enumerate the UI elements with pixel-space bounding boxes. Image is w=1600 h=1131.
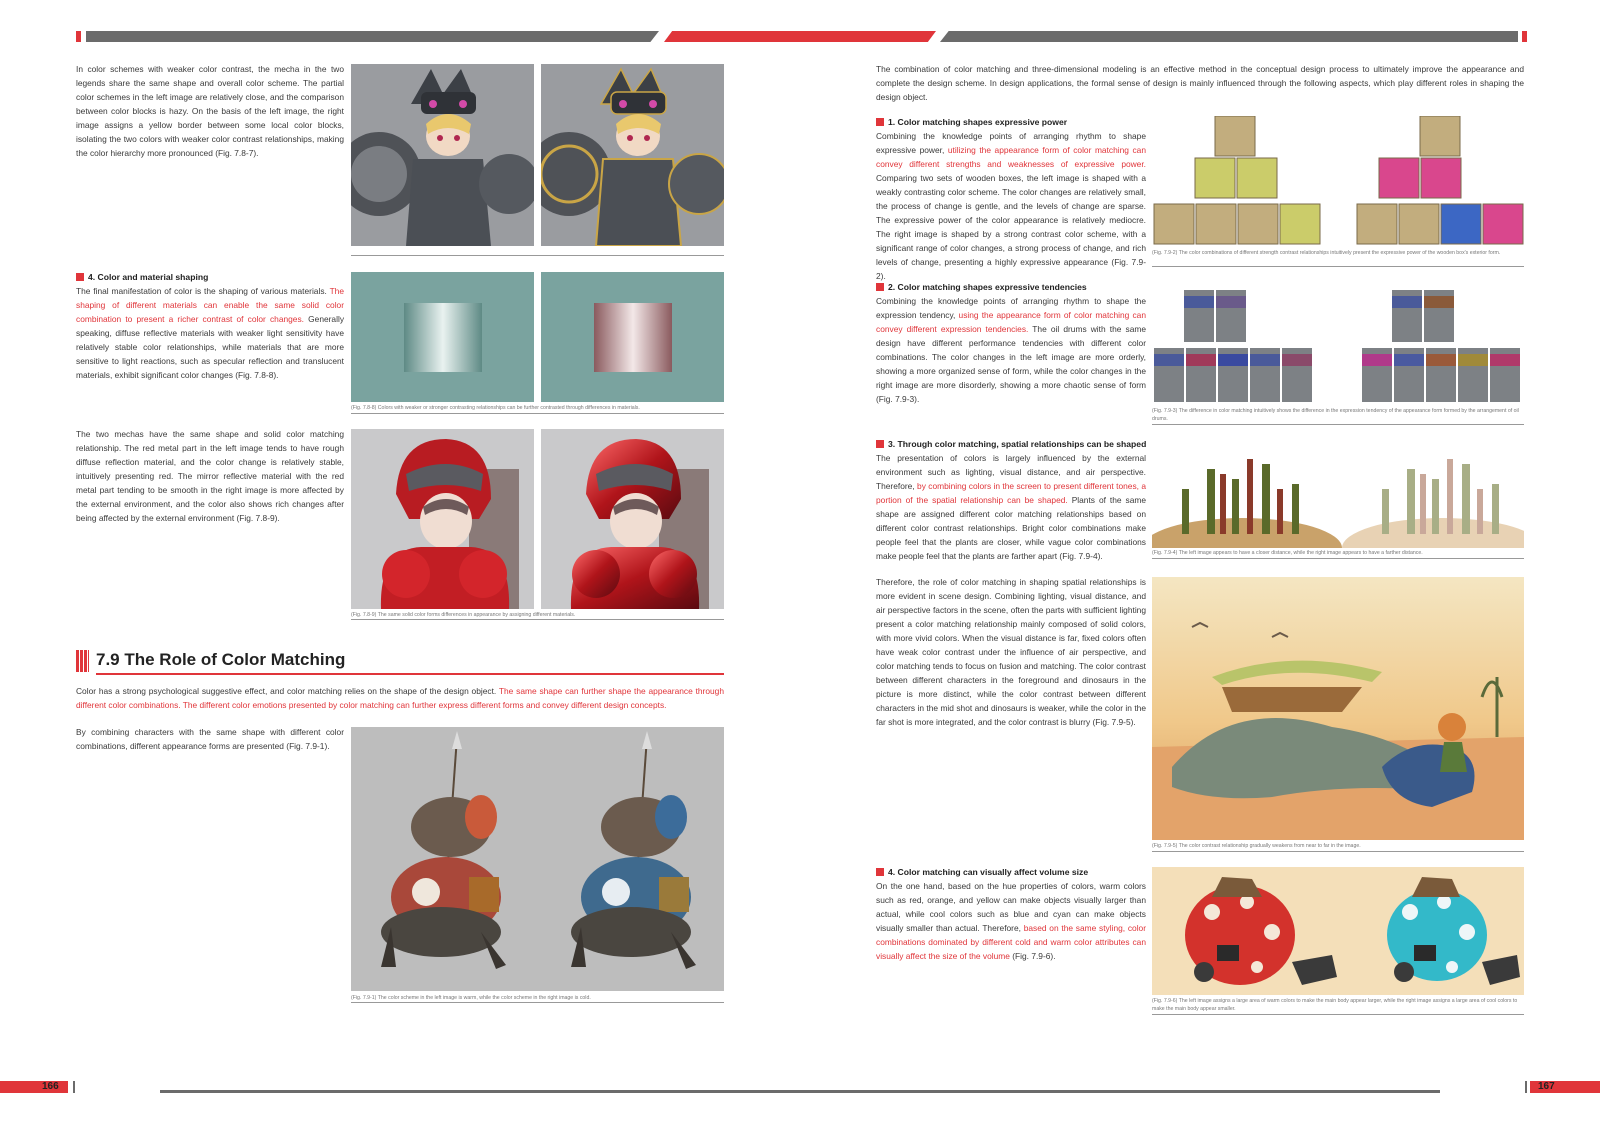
section-title-rule — [96, 673, 724, 675]
paragraph-characters-colors: By combining characters with the same shape with different color combinations, different appearance forms are presented (Fig. 7.9-1). — [76, 727, 344, 751]
subheading-spatial-relationships: 3. Through color matching, spatial relationships can be shaped — [876, 437, 1166, 451]
paragraph-section-intro: Color has a strong psychological suggestive effect, and color matching relies on the shape of the design object. The same shape can further shape the appearance through different color combinations. The different color emotions presented by color matching can further express different forms and convey different design concepts. — [76, 686, 724, 710]
footer-rule — [160, 1090, 1440, 1093]
image-mecha-left — [351, 64, 534, 246]
page-number-left: 166 — [42, 1081, 59, 1092]
image-material-swatch-right — [541, 272, 724, 402]
caption-rule-789 — [351, 619, 724, 620]
caption-rule-795 — [1152, 851, 1524, 852]
caption-fig-788: (Fig. 7.8-8) Colors with weaker or stronger contrasting relationships can be further contrasted through differences in materials. — [351, 405, 640, 411]
caption-fig-795: (Fig. 7.9-5) The color contrast relationship gradually weakens from near to far in the image. — [1152, 843, 1361, 849]
heading-square-icon — [876, 440, 884, 448]
image-warm-cool-volume — [1152, 867, 1524, 995]
header-bar-left — [86, 31, 659, 42]
caption-fig-796: (Fig. 7.9-6) The left image assigns a large area of warm colors to make the main body appear larger, while the right image assigns a large area of cool colors to make the main body appear smaller. — [1152, 998, 1518, 1012]
heading-square-icon — [876, 868, 884, 876]
caption-fig-791: (Fig. 7.9-1) The color scheme in the left image is warm, while the color scheme in the right image is cold. — [351, 995, 591, 1001]
image-red-mecha-left — [351, 429, 534, 609]
caption-rule-792 — [1152, 266, 1524, 267]
heading-square-icon — [76, 273, 84, 281]
section-title: 7.9 The Role of Color Matching — [96, 650, 346, 669]
image-rider-warm-cold — [351, 727, 724, 991]
page-number-right: 167 — [1538, 1081, 1555, 1092]
header-bar-right — [940, 31, 1518, 42]
paragraph-mecha-contrast: In color schemes with weaker color contrast, the mecha in the two legends share the same shape and overall color scheme. The partial color schemes in the left image are relatively close, and the comparison between color blocks is hazy. On the basis of the left image, the right image assigns a yellow border between some local color blocks, isolating the two colors with weaker color contrast relationships, making the color hierarchy more pronounced (Fig. 7.8-7). — [76, 64, 344, 158]
paragraph-scene-design: Therefore, the role of color matching in shaping spatial relationships is more evident in scene design. Combining lighting, visual distance, and air perspective factors in the scene, often the parts with sufficient lighting present a color matching relationship mainly composed of solid colors, with more vivid colors. When the visual distance is far, fixed colors often have weak color contrast under the influence of air perspective, and color matching tends to focus on fusion and matching. The color contrast between different characters in the foreground and dinosaurs in the picture is more distinct, while the color contrast between different characters in the mid shot and dinosaurs is weaker, while the color in the far shot is more integrated, and the color contrast is blurry (Fig. 7.9-5). — [876, 577, 1146, 727]
caption-fig-792: (Fig. 7.9-2) The color combinations of different strength contrast relationships intuitively present the expressive power of the wooden box's exterior form. — [1152, 250, 1501, 256]
paragraph-expressive-power: Combining the knowledge points of arranging rhythm to shape expressive power, utilizing the appearance form of color matching can convey different strengths and weaknesses of expressive power. Comparing two sets of wooden boxes, the left image is shaped with a weakly contrasting color scheme. The color changes are relatively small, the process of change is gentle, and the levels of change are sparse. The expressive power of the color appearance is relatively mediocre. The right image is shaped by a strong contrast color scheme, with a significant range of color changes, a strong process of change, and rich levels of change, presenting a highly expressive appearance (Fig. 7.9-2). — [876, 131, 1146, 281]
caption-fig-793: (Fig. 7.9-3) The difference in color matching intuitively shows the difference in the expression tendency of the appearance form formed by the arrangement of oil drums. — [1152, 408, 1519, 422]
subheading-expressive-tendencies: 2. Color matching shapes expressive tendencies — [876, 280, 1146, 294]
caption-fig-789: (Fig. 7.8-9) The same solid color forms differences in appearance by assigning different materials. — [351, 612, 576, 618]
paragraph-red-mecha-materials: The two mechas have the same shape and solid color matching relationship. The red metal part in the left image tends to have rough diffuse reflection material, and the color change is relatively stable, intuitively presenting red. The mirror reflective material with the red metal part tending to be smooth in the right image is more affected by the external environment, and the color also shows rich changes after being affected by the external environment (Fig. 7.8-9). — [76, 429, 344, 523]
caption-rule-794 — [1152, 558, 1524, 559]
footer-divider-left — [73, 1081, 75, 1093]
image-plants-near-far — [1152, 449, 1524, 548]
footer-divider-right — [1525, 1081, 1527, 1093]
header-bar-center-red — [664, 31, 936, 42]
heading-square-icon — [876, 118, 884, 126]
header-accent-left — [76, 31, 81, 42]
paragraph-expressive-tendencies: Combining the knowledge points of arranging rhythm to shape the expression tendency, using the appearance form of color matching can convey different expression tendencies. The oil drums with the same design have different performance tendencies with different color combinations. The color changes in the left image are more orderly, showing a more organized sense of form, while the color changes in the right image are more disorderly, showing a more chaotic sense of form (Fig. 7.9-3). — [876, 296, 1146, 404]
caption-rule-791 — [351, 1002, 724, 1003]
subheading-expressive-power: 1. Color matching shapes expressive power — [876, 115, 1146, 129]
paragraph-spatial-relationships: The presentation of colors is largely influenced by the external environment such as lighting, visual distance, and air perspective. Therefore, by combining colors in the screen to present different tones, a portion of the spatial relationship can be shaped. Plants of the same shape are assigned different color matching relationships based on different color contrast relationships. Bright color combinations make people feel that the plants are closer, while vague color combinations make people feel that the plants are farther apart (Fig. 7.9-4). — [876, 453, 1146, 561]
caption-rule-787 — [351, 255, 724, 256]
image-mecha-right — [541, 64, 724, 246]
subheading-color-material: 4. Color and material shaping — [76, 270, 344, 284]
paragraph-right-intro: The combination of color matching and three-dimensional modeling is an effective method in the conceptual design process to ultimately improve the appearance and complete the design scheme. In design applications, the formal sense of design is mainly influenced through the following aspects, which play different roles in shaping the design object. — [876, 64, 1524, 102]
image-dinosaur-scene — [1152, 577, 1524, 840]
heading-square-icon — [876, 283, 884, 291]
subheading-volume-size: 4. Color matching can visually affect volume size — [876, 865, 1166, 879]
header-accent-right — [1522, 31, 1527, 42]
image-material-swatch-left — [351, 272, 534, 402]
image-wooden-boxes — [1152, 116, 1524, 248]
paragraph-material-shaping: The final manifestation of color is the shaping of various materials. The shaping of different materials can enable the same solid color combination to present a richer contrast of color changes. Generally speaking, diffuse reflective materials with weaker light sensitivity have relatively stable color relationships, while materials that are more sensitive to light reactions, such as specular reflection and translucent materials, exhibit significant color changes (Fig. 7.8-8). — [76, 286, 344, 380]
caption-rule-796 — [1152, 1014, 1524, 1015]
caption-rule-788 — [351, 413, 724, 414]
image-red-mecha-right — [541, 429, 724, 609]
paragraph-volume-size: On the one hand, based on the hue properties of colors, warm colors such as red, orange, and yellow can make objects visually larger than actual, while cool colors such as blue and cyan can make objects visually smaller than actual. Therefore, based on the same styling, color combinations dominated by different cold and warm color attributes can visually affect the size of the volume (Fig. 7.9-6). — [876, 881, 1146, 961]
caption-rule-793 — [1152, 424, 1524, 425]
caption-fig-794: (Fig. 7.9-4) The left image appears to have a closer distance, while the right image appears to have a farther distance. — [1152, 550, 1423, 556]
section-title-marker — [76, 650, 89, 672]
image-oil-drums — [1152, 288, 1524, 406]
